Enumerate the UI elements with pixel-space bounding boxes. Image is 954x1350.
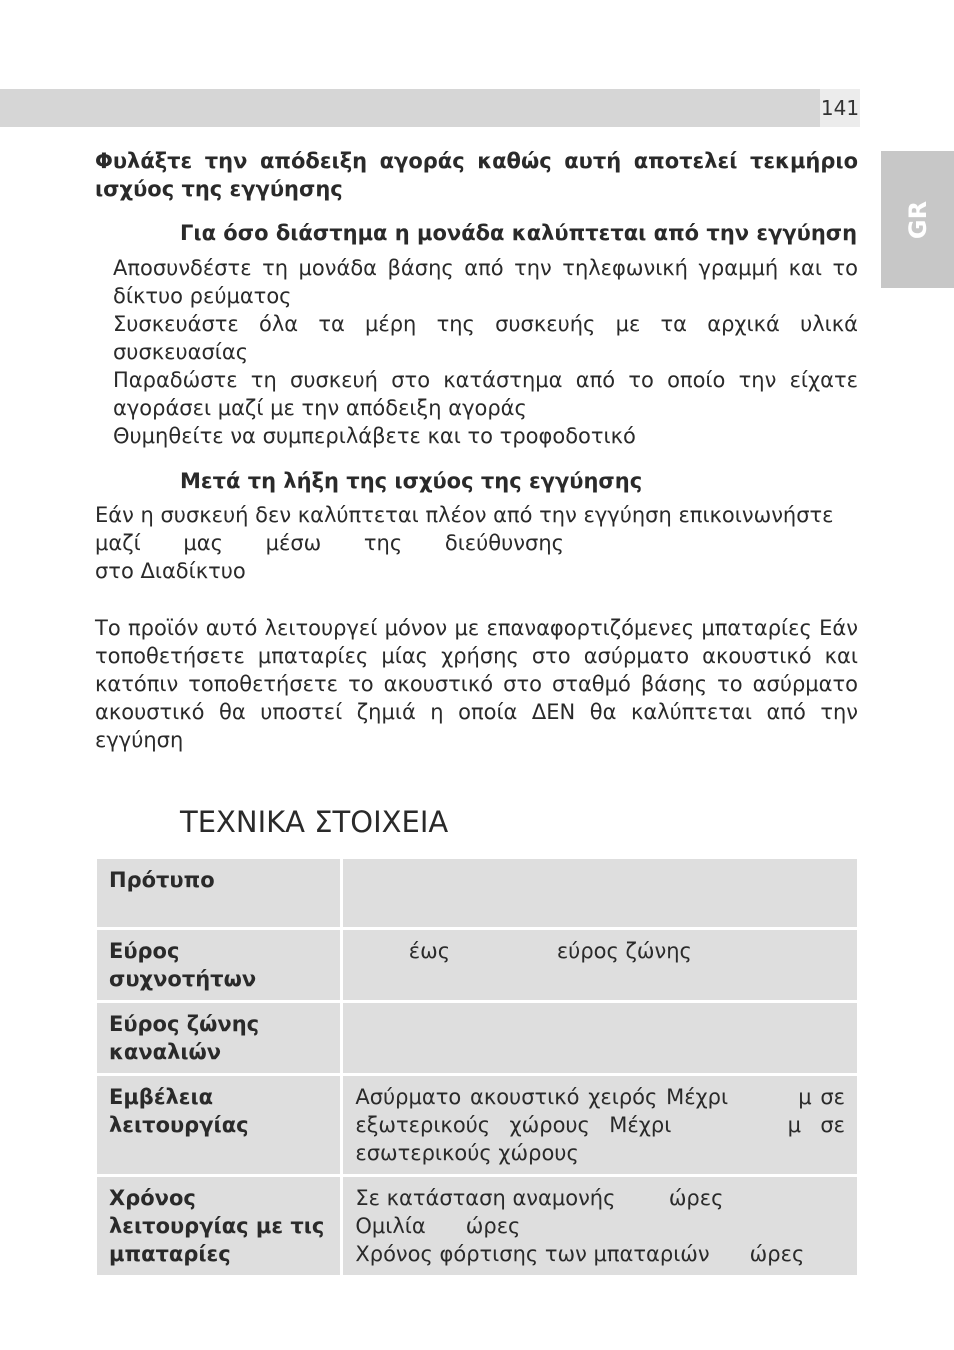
table-row: [97, 930, 857, 1000]
warranty-step: Θυμηθείτε να συμπεριλάβετε και το τροφοδοτικό: [113, 424, 636, 448]
warranty-steps-list: [113, 254, 858, 450]
warranty-step: Συσκευάστε όλα τα μέρη της συσκευής με τα αρχικά υλικά συσκευασίας: [113, 312, 858, 364]
spec-value-line: Χρόνος φόρτισης των μπαταριών ώρες: [355, 1242, 805, 1266]
warranty-expired-heading: Μετά τη λήξη της ισχύος της εγγύησης: [180, 469, 643, 493]
language-tab: [881, 151, 954, 288]
spec-label: Χρόνος λειτουργίας με τις μπαταρίες: [97, 1177, 343, 1275]
spec-label: Εύρος συχνοτήτων: [97, 930, 343, 1000]
warranty-expired-line: μαζί μας μέσω της διεύθυνσης: [95, 531, 564, 555]
table-row: [97, 1076, 857, 1174]
spec-label: Εύρος ζώνης καναλιών: [97, 1003, 343, 1073]
spec-value: έως εύρος ζώνης: [343, 930, 857, 1000]
page-number: 141: [820, 89, 860, 127]
specs-table: [97, 856, 857, 1278]
spec-value: [343, 859, 857, 927]
spec-value: Ασύρματο ακουστικό χειρός Μέχρι μ σε εξωτερικούς χώρους Μέχρι μ σε εσωτερικούς χώρους: [343, 1076, 857, 1174]
spec-label: Εμβέλεια λειτουργίας: [97, 1076, 343, 1174]
language-tab-label: GR: [903, 200, 932, 239]
spec-value: [343, 1003, 857, 1073]
header-band: [0, 89, 820, 127]
warranty-covered-heading: Για όσο διάστημα η μονάδα καλύπτεται από την εγγύηση: [180, 221, 858, 245]
warranty-step: Αποσυνδέστε τη μονάδα βάσης από την τηλεφωνική γραμμή και το δίκτυο ρεύματος: [113, 256, 858, 308]
specs-title: ΤΕΧΝΙΚΑ ΣΤΟΙΧΕΙΑ: [180, 805, 449, 839]
spec-value-line: Σε κατάσταση αναμονής ώρες: [355, 1186, 724, 1210]
table-row: [97, 1003, 857, 1073]
warranty-expired-text: [95, 501, 858, 585]
warranty-step: Παραδώστε τη συσκευή στο κατάστημα από το οποίο την είχατε αγοράσει μαζί με την απόδειξη αγοράς: [113, 368, 858, 420]
spec-value: [343, 1177, 857, 1275]
table-row: [97, 1177, 857, 1275]
receipt-notice: Φυλάξτε την απόδειξη αγοράς καθώς αυτή αποτελεί τεκμήριο ισχύος της εγγύησης: [95, 149, 858, 201]
table-row: [97, 859, 857, 927]
warranty-expired-line: στο Διαδίκτυο: [95, 559, 246, 583]
spec-value-line: Ομιλία ώρες: [355, 1214, 521, 1238]
warranty-expired-line: Εάν η συσκευή δεν καλύπτεται πλέον από την εγγύηση επικοινωνήστε: [95, 503, 834, 527]
spec-label: Πρότυπο: [97, 859, 343, 927]
battery-warning: Το προϊόν αυτό λειτουργεί μόνον με επαναφορτιζόμενες μπαταρίες Εάν τοποθετήσετε μπαταρίες μίας χρήσης στο ασύρματο ακουστικό και κατόπιν τοποθετήσετε το ακουστικό στο σταθμό βάσης το ασύρματο ακουστικό θα υποστεί ζημιά η οποία ΔΕΝ θα καλύπτεται από την εγγύηση: [95, 616, 858, 752]
